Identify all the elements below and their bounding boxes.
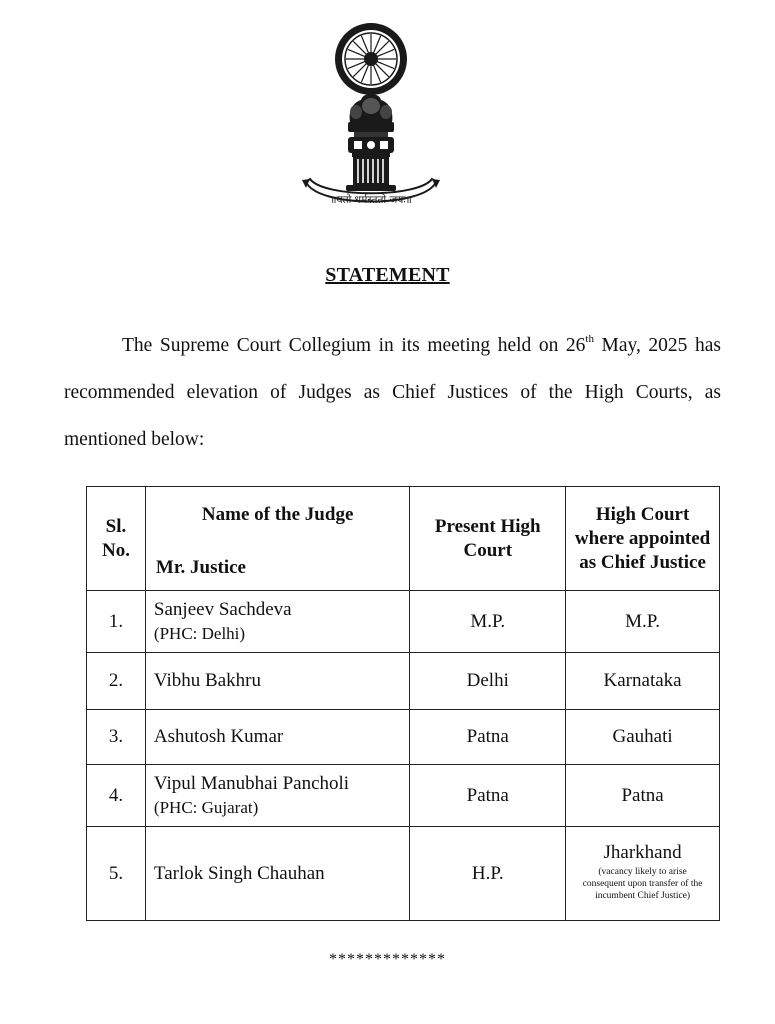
row-sl-no: 4. bbox=[87, 765, 146, 827]
row-judge-name-cell bbox=[145, 591, 409, 653]
table-row bbox=[87, 591, 720, 653]
footer-asterisks: ************* bbox=[329, 951, 446, 968]
header-name-of-judge bbox=[145, 487, 409, 591]
table-row bbox=[87, 765, 720, 827]
statement-title: STATEMENT bbox=[325, 264, 450, 286]
row-vacancy-note: (vacancy likely to arise consequent upon transfer of the incumbent Chief Justice) bbox=[582, 866, 703, 901]
date-ordinal-suffix: th bbox=[585, 333, 594, 345]
row-judge-name: Tarlok Singh Chauhan bbox=[145, 827, 409, 921]
header-mr-justice: Mr. Justice bbox=[155, 557, 246, 578]
table-row bbox=[87, 653, 720, 710]
row-parent-high-court: (PHC: Gujarat) bbox=[153, 797, 259, 817]
header-name-title: Name of the Judge bbox=[201, 504, 354, 525]
judges-table bbox=[86, 486, 720, 921]
table-row bbox=[87, 827, 720, 921]
paragraph-text-end: May, 2025 has recommended elevation of Judges as Chief Justices of the High Courts, as mentioned below: bbox=[64, 335, 721, 450]
row-judge-name-cell bbox=[145, 765, 409, 827]
row-present-court: Delhi bbox=[410, 653, 566, 710]
supreme-court-emblem bbox=[298, 22, 444, 218]
row-appointed-court: M.P. bbox=[566, 591, 720, 653]
row-parent-high-court: (PHC: Delhi) bbox=[153, 623, 246, 643]
row-judge-name: Sanjeev Sachdeva bbox=[153, 598, 292, 620]
table-header-row bbox=[87, 487, 720, 591]
row-appointed-court: Jharkhand bbox=[603, 841, 682, 863]
dharma-chakra-icon bbox=[335, 23, 407, 95]
lion-capital-icon bbox=[346, 94, 396, 191]
statement-paragraph bbox=[64, 322, 721, 463]
row-sl-no: 1. bbox=[87, 591, 146, 653]
header-present-high-court: Present High Court bbox=[410, 487, 566, 591]
row-appointed-court: Gauhati bbox=[566, 710, 720, 765]
row-sl-no: 2. bbox=[87, 653, 146, 710]
row-appointed-court: Karnataka bbox=[566, 653, 720, 710]
row-appointed-court: Patna bbox=[566, 765, 720, 827]
row-appointed-court-cell bbox=[566, 827, 720, 921]
row-judge-name: Vibhu Bakhru bbox=[145, 653, 409, 710]
header-appointed-court: High Court where appointed as Chief Justice bbox=[566, 487, 720, 591]
row-sl-no: 5. bbox=[87, 827, 146, 921]
row-present-court: Patna bbox=[410, 710, 566, 765]
row-judge-name: Ashutosh Kumar bbox=[145, 710, 409, 765]
emblem-motto: ॥यतो धर्मस्ततो जयः॥ bbox=[330, 194, 412, 206]
row-judge-name: Vipul Manubhai Pancholi bbox=[153, 772, 350, 794]
row-sl-no: 3. bbox=[87, 710, 146, 765]
row-present-court: M.P. bbox=[410, 591, 566, 653]
table-row bbox=[87, 710, 720, 765]
header-sl-no: Sl. No. bbox=[87, 487, 146, 591]
row-present-court: Patna bbox=[410, 765, 566, 827]
paragraph-text-start: The Supreme Court Collegium in its meeting held on 26 bbox=[122, 335, 586, 356]
row-present-court: H.P. bbox=[410, 827, 566, 921]
